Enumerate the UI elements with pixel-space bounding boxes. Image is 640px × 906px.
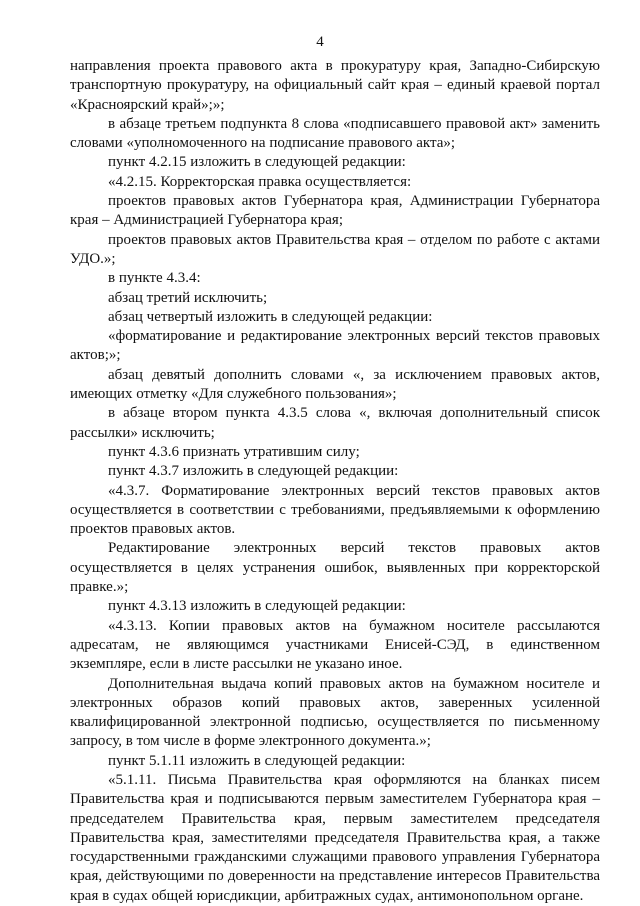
paragraph: «5.1.11. Письма Правительства края оформляются на бланках писем Правительства края и подписываются первым заместителем Губернатора края – председателем Правительства края, первым заместителем председателя Правительства края, заместителями председателя Правительства края, а также государственными гражданскими служащими правового управления Губернатора края, действующими по доверенности на представление интересов Правительства края в судах общей юрисдикции, арбитражных судах, антимонопольном органе. bbox=[70, 771, 600, 904]
paragraph: «4.3.13. Копии правовых актов на бумажном носителе рассылаются адресатам, не являющимся участниками Енисей-СЭД, в единственном экземпляре, если в листе рассылки не указано иное. bbox=[70, 617, 600, 673]
paragraph: пункт 4.2.15 изложить в следующей редакции: bbox=[108, 154, 406, 171]
paragraph: проектов правовых актов Правительства края – отделом по работе с актами УДО.»; bbox=[70, 231, 600, 267]
paragraph: Дополнительная выдача копий правовых актов на бумажном носителе и электронных образов копий правовых актов, заверенных усиленной квалифицированной электронной подписью, осуществляется по письменному запросу, в том числе в форме электронного документа.»; bbox=[70, 675, 600, 750]
paragraph: в абзаце третьем подпункта 8 слова «подписавшего правовой акт» заменить словами «уполномоченного на подписание правового акта»; bbox=[70, 115, 600, 152]
paragraph: пункт 5.1.11 изложить в следующей редакции: bbox=[108, 752, 406, 769]
paragraph: проектов правовых актов Губернатора края, Администрации Губернатора края – Администрацией Губернатора края; bbox=[70, 193, 600, 229]
paragraph: «4.3.7. Форматирование электронных версий текстов правовых актов осуществляется в соответствии с требованиями, предъявляемыми к оформлению проектов правовых актов. bbox=[70, 482, 600, 538]
paragraph: пункт 4.3.13 изложить в следующей редакции: bbox=[108, 598, 406, 615]
paragraph: пункт 4.3.6 признать утратившим силу; bbox=[108, 443, 360, 460]
paragraph: Редактирование электронных версий текстов правовых актов осуществляется в целях устранения ошибок, выявленных при корректорской правке.»; bbox=[70, 540, 600, 596]
paragraph: «форматирование и редактирование электронных версий текстов правовых актов;»; bbox=[70, 328, 600, 364]
paragraph: «4.2.15. Корректорская правка осуществляется: bbox=[108, 173, 412, 190]
paragraph: направления проекта правового акта в прокуратуру края, Западно-Сибирскую транспортную прокуратуру, на официальный сайт края – единый краевой портал «Красноярский край»;»; bbox=[70, 58, 600, 113]
paragraph: абзац четвертый изложить в следующей редакции: bbox=[108, 308, 433, 325]
paragraph: абзац девятый дополнить словами «, за исключением правовых актов, имеющих отметку «Для служебного пользования»; bbox=[70, 366, 600, 403]
paragraph: пункт 4.3.7 изложить в следующей редакции: bbox=[108, 463, 399, 480]
paragraph: в пункте 4.3.4: bbox=[108, 270, 201, 287]
page-number: 4 bbox=[316, 34, 324, 50]
paragraph: в абзаце втором пункта 4.3.5 слова «, включая дополнительный список рассылки» исключить; bbox=[70, 405, 600, 441]
document-body bbox=[70, 57, 600, 906]
paragraph: абзац третий исключить; bbox=[108, 289, 268, 306]
